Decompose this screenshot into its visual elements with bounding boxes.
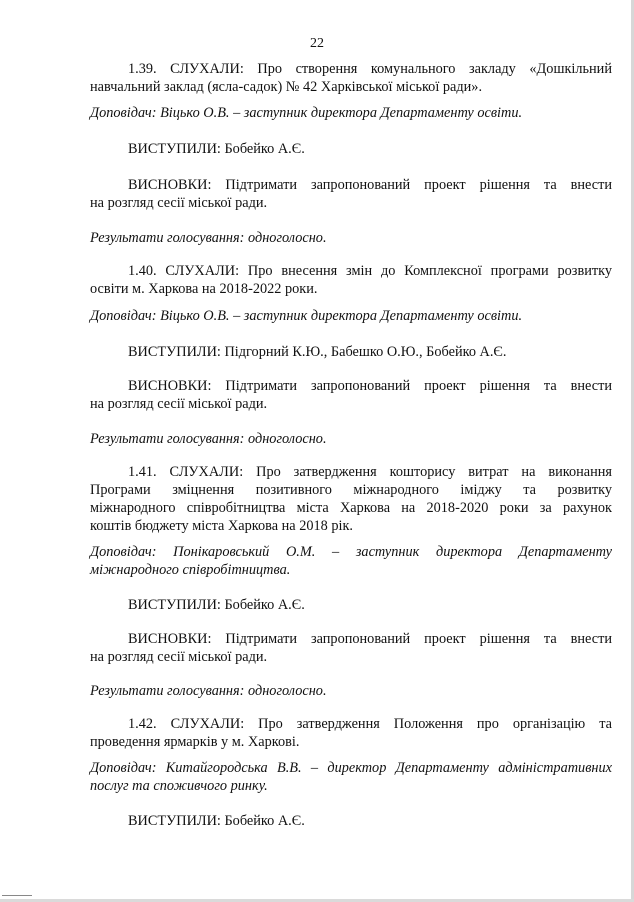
item-heard-line: коштів бюджету міста Харкова на 2018 рік. — [90, 518, 353, 534]
item-conclusions-line: на розгляд сесії міської ради. — [90, 649, 268, 665]
item-heard-line: освіти м. Харкова на 2018-2022 роки. — [90, 281, 318, 297]
item-conclusions-line: ВИСНОВКИ: Підтримати запропонований проект рішення та внести — [128, 177, 612, 193]
item-heard-line: навчальний заклад (ясла-садок) № 42 Харківської міської ради». — [90, 79, 483, 95]
item-speaker: Доповідач: Понікаровський О.М. – заступник директора Департаменту — [90, 544, 612, 560]
item-spoke: ВИСТУПИЛИ: Бобейко А.Є. — [128, 597, 305, 613]
item-heard-line: 1.42. СЛУХАЛИ: Про затвердження Положення про організацію та — [128, 716, 612, 732]
item-speaker: Доповідач: Віцько О.В. – заступник директора Департаменту освіти. — [90, 308, 523, 324]
item-spoke: ВИСТУПИЛИ: Підгорний К.Ю., Бабешко О.Ю., Бобейко А.Є. — [128, 344, 507, 360]
item-heard-line: 1.40. СЛУХАЛИ: Про внесення змін до Комплексної програми розвитку — [128, 263, 612, 279]
item-speaker: Доповідач: Китайгородська В.В. – директор Департаменту адміністративних — [90, 760, 612, 776]
item-voting: Результати голосування: одноголосно. — [90, 230, 327, 246]
page-number: 22 — [310, 36, 324, 51]
item-heard-line: Програми зміцнення позитивного міжнародного іміджу та розвитку — [90, 482, 612, 498]
item-conclusions-line: на розгляд сесії міської ради. — [90, 195, 268, 211]
item-conclusions-line: ВИСНОВКИ: Підтримати запропонований проект рішення та внести — [128, 378, 612, 394]
item-heard-line: міжнародного співробітництва міста Харкова на 2018-2020 роки за рахунок — [90, 500, 612, 516]
item-conclusions-line: на розгляд сесії міської ради. — [90, 396, 268, 412]
item-spoke: ВИСТУПИЛИ: Бобейко А.Є. — [128, 813, 305, 829]
item-conclusions-line: ВИСНОВКИ: Підтримати запропонований проект рішення та внести — [128, 631, 612, 647]
scan-mark — [2, 895, 32, 896]
item-speaker: міжнародного співробітництва. — [90, 562, 291, 578]
item-heard-line: проведення ярмарків у м. Харкові. — [90, 734, 300, 750]
item-heard-line: 1.39. СЛУХАЛИ: Про створення комунального закладу «Дошкільний — [128, 61, 612, 77]
item-voting: Результати голосування: одноголосно. — [90, 683, 327, 699]
item-voting: Результати голосування: одноголосно. — [90, 431, 327, 447]
item-speaker: послуг та споживчого ринку. — [90, 778, 268, 794]
item-heard-line: 1.41. СЛУХАЛИ: Про затвердження кошторису витрат на виконання — [128, 464, 612, 480]
item-spoke: ВИСТУПИЛИ: Бобейко А.Є. — [128, 141, 305, 157]
item-speaker: Доповідач: Віцько О.В. – заступник директора Департаменту освіти. — [90, 105, 523, 121]
